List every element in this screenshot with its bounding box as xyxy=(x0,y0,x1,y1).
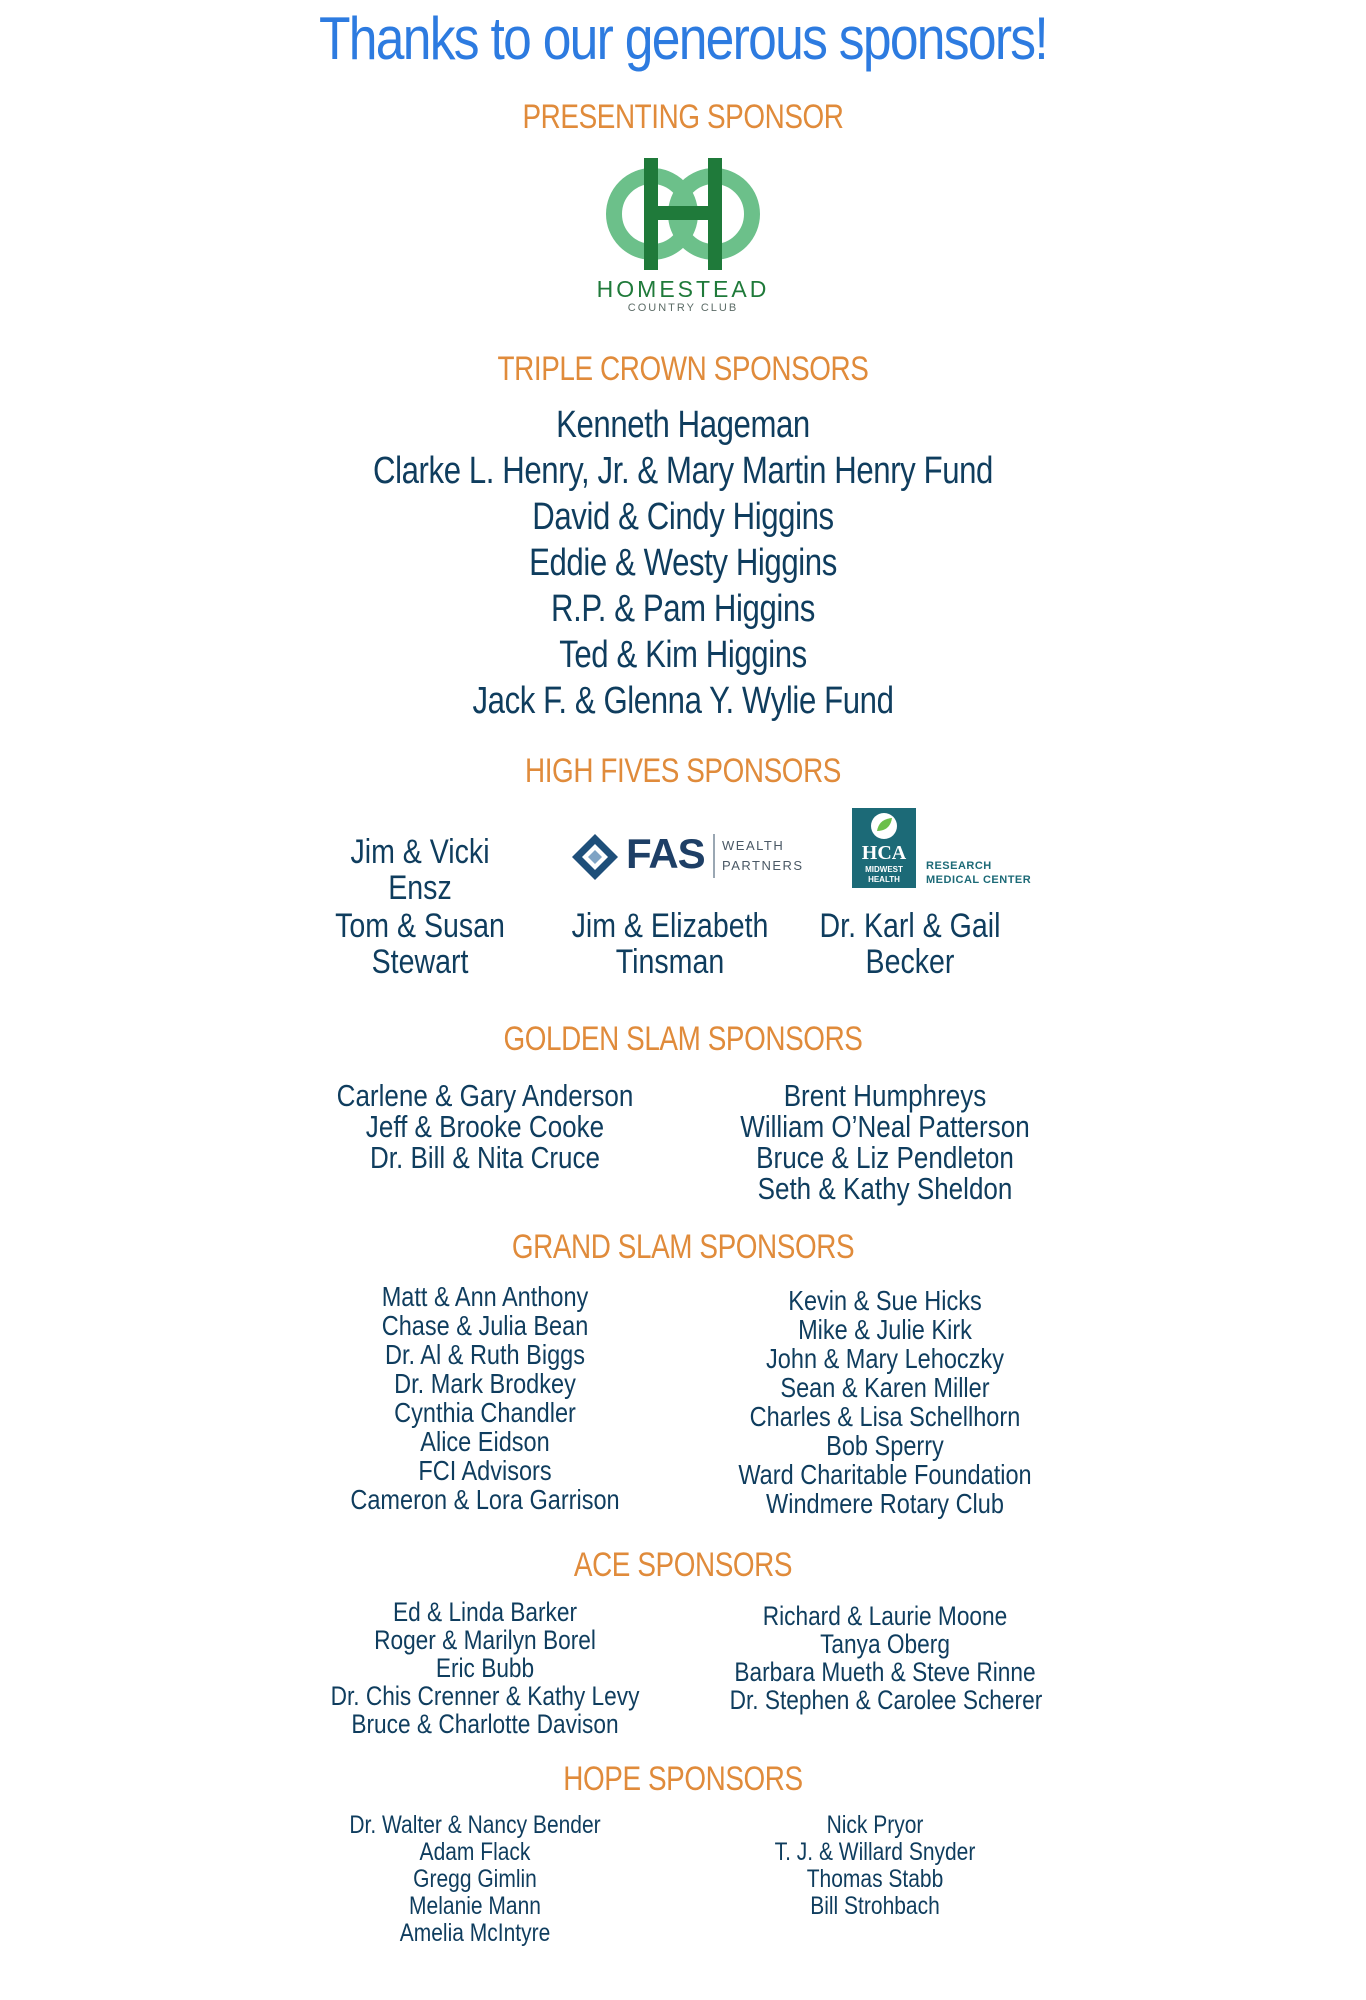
list-item: Roger & Marilyn Borel xyxy=(374,1625,596,1655)
list-item: T. J. & Willard Snyder xyxy=(774,1838,976,1866)
list-item: FCI Advisors xyxy=(418,1455,552,1486)
list-item: Seth & Kathy Sheldon xyxy=(757,1171,1013,1206)
list-item: Dr. Al & Ruth Biggs xyxy=(384,1339,585,1370)
triple-crown-heading: TRIPLE CROWN SPONSORS xyxy=(497,350,869,388)
grand-slam-left-list xyxy=(330,1282,641,1514)
ace-heading: ACE SPONSORS xyxy=(573,1546,793,1584)
list-item: Melanie Mann xyxy=(409,1892,541,1920)
grand-slam-right-list xyxy=(730,1286,1041,1518)
triple-crown-name: R.P. & Pam Higgins xyxy=(551,588,815,630)
high-fives-name-line: Becker xyxy=(865,943,955,981)
list-item: Brent Humphreys xyxy=(783,1078,987,1113)
high-fives-name xyxy=(319,908,521,980)
list-item: Cynthia Chandler xyxy=(394,1397,576,1428)
golden-slam-right-list xyxy=(730,1080,1041,1204)
list-item: Barbara Mueth & Steve Rinne xyxy=(734,1657,1036,1687)
list-item: Carlene & Gary Anderson xyxy=(336,1078,634,1113)
list-item: Alice Eidson xyxy=(420,1426,550,1457)
list-item: Amelia McIntyre xyxy=(399,1919,551,1947)
high-fives-name-line: Stewart xyxy=(371,943,469,981)
list-item: Gregg Gimlin xyxy=(413,1865,537,1893)
fas-wealth: WEALTH xyxy=(722,838,785,853)
fas-diamond-icon xyxy=(570,832,620,882)
list-item: Sean & Karen Miller xyxy=(780,1372,990,1403)
triple-crown-name: Eddie & Westy Higgins xyxy=(529,542,837,584)
high-fives-name-line: Tinsman xyxy=(615,943,725,981)
triple-crown-name: Jack F. & Glenna Y. Wylie Fund xyxy=(472,680,894,722)
list-item: Nick Pryor xyxy=(826,1811,924,1839)
list-item: John & Mary Lehoczky xyxy=(766,1343,1004,1374)
homestead-sub: COUNTRY CLUB xyxy=(627,302,739,314)
list-item: Dr. Chis Crenner & Kathy Levy xyxy=(330,1681,640,1711)
list-item: William O’Neal Patterson xyxy=(740,1109,1030,1144)
list-item: Charles & Lisa Schellhorn xyxy=(749,1401,1021,1432)
homestead-logo xyxy=(580,158,786,318)
ace-left-list xyxy=(330,1598,641,1738)
list-item: Dr. Mark Brodkey xyxy=(394,1368,576,1399)
list-item: Thomas Stabb xyxy=(806,1865,944,1893)
triple-crown-name: Clarke L. Henry, Jr. & Mary Martin Henry Fund xyxy=(373,450,993,492)
list-item: Bill Strohbach xyxy=(810,1892,940,1920)
list-item: Jeff & Brooke Cooke xyxy=(365,1109,605,1144)
high-fives-name xyxy=(561,908,779,980)
fas-logo xyxy=(570,830,810,882)
high-fives-name-line: Dr. Karl & Gail xyxy=(819,907,1001,945)
list-item: Eric Bubb xyxy=(435,1653,535,1683)
hca-main-text: HCA xyxy=(861,842,907,864)
triple-crown-name: Ted & Kim Higgins xyxy=(559,634,807,676)
hca-logo xyxy=(852,808,1048,892)
fas-partners: PARTNERS xyxy=(722,858,804,873)
fas-logo-text: FAS xyxy=(626,830,705,877)
high-fives-heading: HIGH FIVES SPONSORS xyxy=(524,752,841,790)
hca-line2: MEDICAL CENTER xyxy=(926,874,1032,886)
list-item: Matt & Ann Anthony xyxy=(381,1281,589,1312)
hope-heading: HOPE SPONSORS xyxy=(563,1760,803,1798)
grand-slam-heading: GRAND SLAM SPONSORS xyxy=(511,1228,855,1266)
list-item: Richard & Laurie Moone xyxy=(762,1601,1008,1631)
high-fives-name: Jim & Vicki Ensz xyxy=(350,833,490,907)
fas-divider xyxy=(713,834,715,878)
hca-line1: RESEARCH xyxy=(926,860,992,872)
hope-left-list xyxy=(320,1812,631,1947)
list-item: Ed & Linda Barker xyxy=(392,1597,578,1627)
triple-crown-name: David & Cindy Higgins xyxy=(532,496,834,538)
golden-slam-heading: GOLDEN SLAM SPONSORS xyxy=(503,1020,863,1058)
ace-right-list xyxy=(730,1602,1041,1714)
list-item: Ward Charitable Foundation xyxy=(738,1459,1032,1490)
list-item: Cameron & Lora Garrison xyxy=(350,1484,620,1515)
list-item: Windmere Rotary Club xyxy=(766,1488,1004,1519)
high-fives-name-line: Jim & Elizabeth xyxy=(571,907,769,945)
high-fives-name xyxy=(809,908,1011,980)
hca-leaf-icon xyxy=(869,811,899,841)
list-item: Chase & Julia Bean xyxy=(381,1310,589,1341)
homestead-name: HOMESTEAD xyxy=(596,276,770,302)
list-item: Bruce & Liz Pendleton xyxy=(756,1140,1014,1175)
hca-small1: MIDWEST xyxy=(865,865,903,874)
list-item: Dr. Stephen & Carolee Scherer xyxy=(729,1685,1043,1715)
list-item: Tanya Oberg xyxy=(820,1629,950,1659)
high-fives-name-line: Tom & Susan xyxy=(335,907,505,945)
page-title: Thanks to our generous sponsors! xyxy=(318,5,1048,72)
list-item: Adam Flack xyxy=(419,1838,531,1866)
list-item: Dr. Bill & Nita Cruce xyxy=(369,1140,601,1175)
hca-badge xyxy=(852,808,916,888)
list-item: Bruce & Charlotte Davison xyxy=(351,1709,619,1739)
list-item: Mike & Julie Kirk xyxy=(798,1314,972,1345)
list-item: Bob Sperry xyxy=(826,1430,944,1461)
presenting-heading: PRESENTING SPONSOR xyxy=(522,98,844,136)
golden-slam-left-list xyxy=(330,1080,641,1173)
hope-right-list xyxy=(720,1812,1031,1920)
list-item: Dr. Walter & Nancy Bender xyxy=(349,1811,601,1839)
triple-crown-name: Kenneth Hageman xyxy=(556,404,810,446)
homestead-emblem-icon xyxy=(580,158,786,270)
list-item: Kevin & Sue Hicks xyxy=(788,1285,982,1316)
hca-small2: HEALTH xyxy=(868,875,900,884)
